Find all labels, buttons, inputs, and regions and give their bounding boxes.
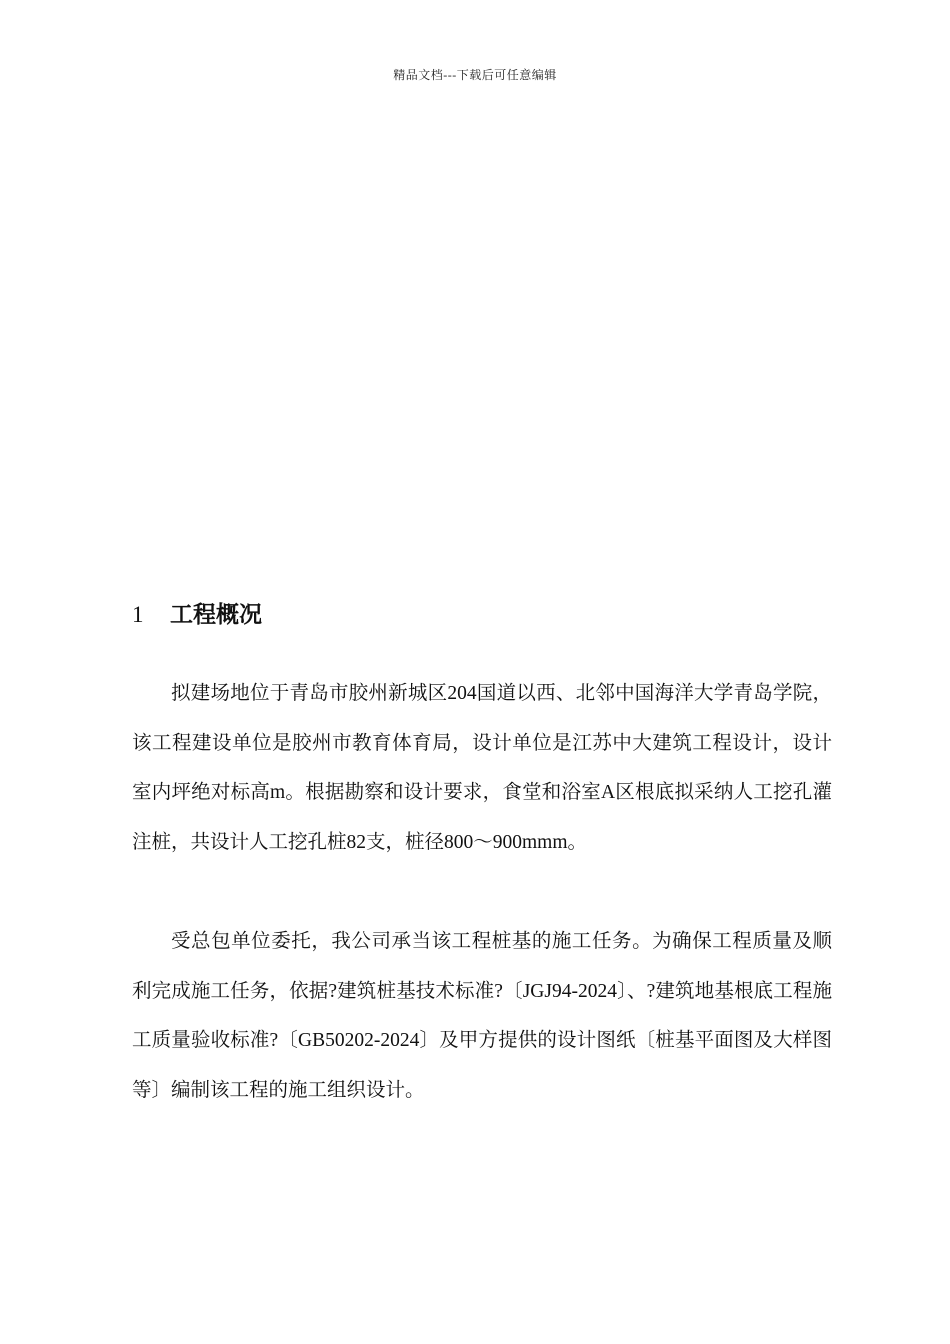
page-header: 精品文档---下载后可任意编辑 [393,68,557,82]
body-paragraph: 受总包单位委托，我公司承当该工程桩基的施工任务。为确保工程质量及顺利完成施工任务，依据?建筑桩基技术标准?〔JGJ94-2024〕、?建筑地基根底工程施工质量验收标准?〔GB50202-2024〕及甲方提供的设计图纸〔桩基平面图及大样图等〕编制该工程的施工组织设计。 [132,931,832,1101]
section-title: 工程概况 [170,602,262,628]
section-heading [132,596,262,629]
body-paragraph: 拟建场地位于青岛市胶州新城区204国道以西、北邻中国海洋大学青岛学院，该工程建设单位是胶州市教育体育局，设计单位是江苏中大建筑工程设计，设计室内坪绝对标高m。根据勘察和设计要求，食堂和浴室A区根底拟采纳人工挖孔灌注桩，共设计人工挖孔桩82支，桩径800～900mmm。 [132,683,832,853]
section-number: 1 [132,602,144,627]
